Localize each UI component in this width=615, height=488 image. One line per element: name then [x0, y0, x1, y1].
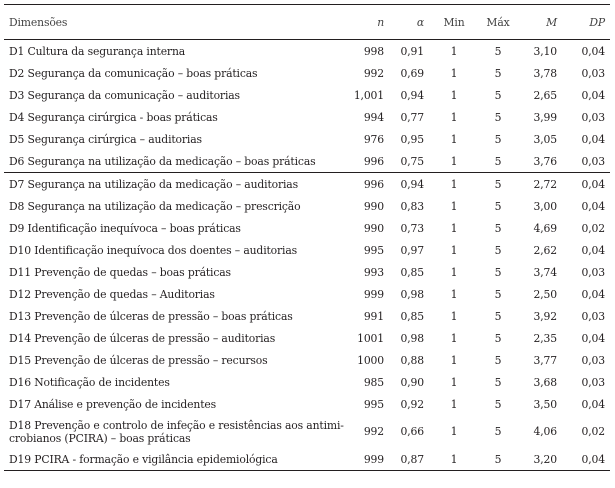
cell-mean: 3,74: [533, 265, 557, 279]
cell-max: 5: [494, 154, 502, 168]
cell-mean: 3,76: [533, 154, 557, 168]
cell-alpha: 0,69: [400, 66, 424, 80]
table-row: [4, 128, 610, 150]
cell-n: 994: [363, 110, 384, 124]
table-row: [4, 261, 610, 283]
cell-mean: 3,20: [533, 452, 557, 466]
table-row: [4, 106, 610, 128]
cell-dimension: D18 Prevenção e controlo de infeção e resistências aos antimi-crobianos (PCIRA) – boas práticas: [9, 418, 344, 445]
cell-sd: 0,04: [581, 397, 605, 411]
cell-max: 5: [494, 265, 502, 279]
cell-sd: 0,04: [581, 243, 605, 257]
cell-mean: 3,00: [533, 199, 557, 213]
cell-mean: 4,69: [533, 221, 557, 235]
header-n: n: [377, 15, 384, 29]
cell-dimension: D16 Notificação de incidentes: [9, 375, 170, 389]
cell-mean: 3,92: [533, 309, 557, 323]
table-row: [4, 239, 610, 261]
table-row: [4, 173, 610, 196]
cell-n: 1000: [357, 353, 384, 367]
table-body: [4, 40, 610, 471]
table-row: [4, 349, 610, 371]
cell-n: 990: [363, 221, 384, 235]
cell-mean: 3,99: [533, 110, 557, 124]
cell-alpha: 0,85: [400, 309, 424, 323]
cell-n: 996: [346, 173, 388, 196]
cell-max: 5: [494, 287, 502, 301]
table-row: [4, 217, 610, 239]
cell-min: 1: [450, 199, 458, 213]
cell-min: 1: [450, 452, 458, 466]
cell-mean: 4,06: [533, 425, 557, 438]
cell-max: 5: [494, 199, 502, 213]
cell-mean: 3,50: [533, 397, 557, 411]
cell-n: 996: [363, 154, 384, 168]
cell-dimension: D4 Segurança cirúrgica - boas práticas: [9, 110, 218, 124]
cell-max: 5: [494, 452, 502, 466]
table-row: [4, 62, 610, 84]
cell-min: 1: [450, 88, 458, 102]
cell-sd: 0,03: [581, 110, 605, 124]
cell-sd: 0,04: [581, 44, 605, 58]
table-row: [4, 393, 610, 415]
cell-mean: 3,78: [533, 66, 557, 80]
cell-alpha: 0,92: [400, 397, 424, 411]
cell-min: 1: [450, 353, 458, 367]
cell-dimension: D6 Segurança na utilização da medicação – boas práticas: [9, 154, 316, 168]
cell-min: 1: [432, 173, 476, 196]
cell-sd: 0,04: [566, 173, 610, 196]
cell-mean: 3,68: [533, 375, 557, 389]
cell-alpha: 0,94: [388, 173, 432, 196]
table-row: [4, 195, 610, 217]
cell-alpha: 0,85: [400, 265, 424, 279]
cell-sd: 0,03: [581, 265, 605, 279]
cell-n: 995: [363, 397, 384, 411]
table-row: [4, 305, 610, 327]
cell-min: 1: [450, 309, 458, 323]
table-row: [4, 40, 610, 63]
cell-n: 991: [363, 309, 384, 323]
cell-n: 999: [363, 452, 384, 466]
cell-alpha: 0,91: [400, 44, 424, 58]
cell-dimension: D11 Prevenção de quedas – boas práticas: [9, 265, 231, 279]
cell-mean: 2,50: [533, 287, 557, 301]
cell-min: 1: [450, 66, 458, 80]
cell-alpha: 0,98: [400, 331, 424, 345]
cell-dimension: D17 Análise e prevenção de incidentes: [9, 397, 217, 411]
cell-sd: 0,03: [581, 154, 605, 168]
cell-mean: 2,65: [533, 88, 557, 102]
cell-sd: 0,02: [581, 425, 605, 438]
cell-alpha: 0,87: [400, 452, 424, 466]
cell-n: 985: [363, 375, 384, 389]
cell-max: 5: [494, 331, 502, 345]
cell-min: 1: [450, 425, 458, 438]
header-alpha: α: [416, 15, 424, 29]
table-row: [4, 283, 610, 305]
cell-min: 1: [450, 132, 458, 146]
cell-n: 990: [363, 199, 384, 213]
cell-max: 5: [494, 309, 502, 323]
cell-sd: 0,02: [581, 221, 605, 235]
header-mean: M: [546, 15, 557, 29]
cell-sd: 0,04: [581, 132, 605, 146]
cell-max: 5: [494, 132, 502, 146]
cell-max: 5: [494, 425, 502, 438]
cell-max: 5: [494, 397, 502, 411]
cell-min: 1: [450, 331, 458, 345]
cell-n: 995: [363, 243, 384, 257]
cell-dimension: D9 Identificação inequívoca – boas práticas: [9, 221, 241, 235]
cell-min: 1: [450, 221, 458, 235]
table-row: [4, 150, 610, 173]
cell-sd: 0,03: [581, 375, 605, 389]
cell-alpha: 0,98: [400, 287, 424, 301]
cell-mean: 3,77: [533, 353, 557, 367]
cell-max: 5: [494, 243, 502, 257]
cell-n: 998: [363, 44, 384, 58]
cell-max: 5: [494, 353, 502, 367]
cell-dimension: D2 Segurança da comunicação – boas práticas: [9, 66, 258, 80]
cell-max: 5: [494, 88, 502, 102]
cell-dimension: D12 Prevenção de quedas – Auditorias: [9, 287, 215, 301]
cell-n: 992: [363, 425, 384, 438]
cell-sd: 0,03: [581, 353, 605, 367]
cell-alpha: 0,83: [400, 199, 424, 213]
cell-dimension: D14 Prevenção de úlceras de pressão – auditorias: [9, 331, 276, 345]
cell-alpha: 0,88: [400, 353, 424, 367]
cell-max: 5: [494, 44, 502, 58]
cell-dimension: D7 Segurança na utilização da medicação – auditorias: [4, 173, 346, 196]
cell-alpha: 0,94: [400, 88, 424, 102]
cell-n: 1001: [357, 331, 384, 345]
cell-min: 1: [450, 243, 458, 257]
cell-sd: 0,04: [581, 199, 605, 213]
cell-max: 5: [494, 110, 502, 124]
cell-alpha: 0,73: [400, 221, 424, 235]
cell-min: 1: [450, 110, 458, 124]
cell-dimension: D19 PCIRA - formação e vigilância epidemiológica: [9, 452, 278, 466]
table-row: [4, 327, 610, 349]
cell-n: 992: [363, 66, 384, 80]
cell-mean: 3,05: [533, 132, 557, 146]
cell-sd: 0,04: [581, 452, 605, 466]
cell-sd: 0,03: [581, 309, 605, 323]
cell-max: 5: [476, 173, 520, 196]
cell-dimension: D5 Segurança cirúrgica – auditorias: [9, 132, 202, 146]
header-sd: DP: [589, 15, 605, 29]
cell-dimension: D8 Segurança na utilização da medicação – prescrição: [9, 199, 301, 213]
cell-sd: 0,04: [581, 287, 605, 301]
cell-sd: 0,04: [581, 88, 605, 102]
cell-mean: 2,72: [520, 173, 566, 196]
cell-n: 976: [363, 132, 384, 146]
cell-max: 5: [494, 375, 502, 389]
cell-alpha: 0,95: [400, 132, 424, 146]
cell-alpha: 0,75: [400, 154, 424, 168]
header-max: Máx: [486, 15, 510, 29]
cell-mean: 2,62: [533, 243, 557, 257]
cell-max: 5: [494, 221, 502, 235]
cell-min: 1: [450, 44, 458, 58]
cell-n: 993: [363, 265, 384, 279]
cell-max: 5: [494, 66, 502, 80]
cell-dimension: D13 Prevenção de úlceras de pressão – boas práticas: [9, 309, 293, 323]
header-min: Min: [443, 15, 465, 29]
cell-alpha: 0,90: [400, 375, 424, 389]
table-header-row: [4, 5, 610, 40]
table-row: [4, 371, 610, 393]
cell-alpha: 0,77: [400, 110, 424, 124]
table-row: [4, 415, 610, 448]
cell-min: 1: [450, 375, 458, 389]
cell-min: 1: [450, 397, 458, 411]
cell-dimension: D15 Prevenção de úlceras de pressão – recursos: [9, 353, 268, 367]
cell-mean: 2,35: [533, 331, 557, 345]
cell-min: 1: [450, 287, 458, 301]
cell-alpha: 0,66: [400, 425, 424, 438]
cell-dimension: D1 Cultura da segurança interna: [9, 44, 186, 58]
cell-n: 999: [363, 287, 384, 301]
cell-sd: 0,03: [581, 66, 605, 80]
cell-mean: 3,10: [533, 44, 557, 58]
cell-sd: 0,04: [581, 331, 605, 345]
header-dimension: Dimensões: [9, 15, 68, 29]
table-row: [4, 84, 610, 106]
table-row: [4, 448, 610, 471]
cell-dimension: D10 Identificação inequívoca dos doentes – auditorias: [9, 243, 298, 257]
cell-min: 1: [450, 265, 458, 279]
cell-min: 1: [450, 154, 458, 168]
cell-dimension: D3 Segurança da comunicação – auditorias: [9, 88, 240, 102]
dimensions-stats-table: [4, 4, 610, 471]
cell-n: 1,001: [353, 88, 384, 102]
cell-alpha: 0,97: [400, 243, 424, 257]
